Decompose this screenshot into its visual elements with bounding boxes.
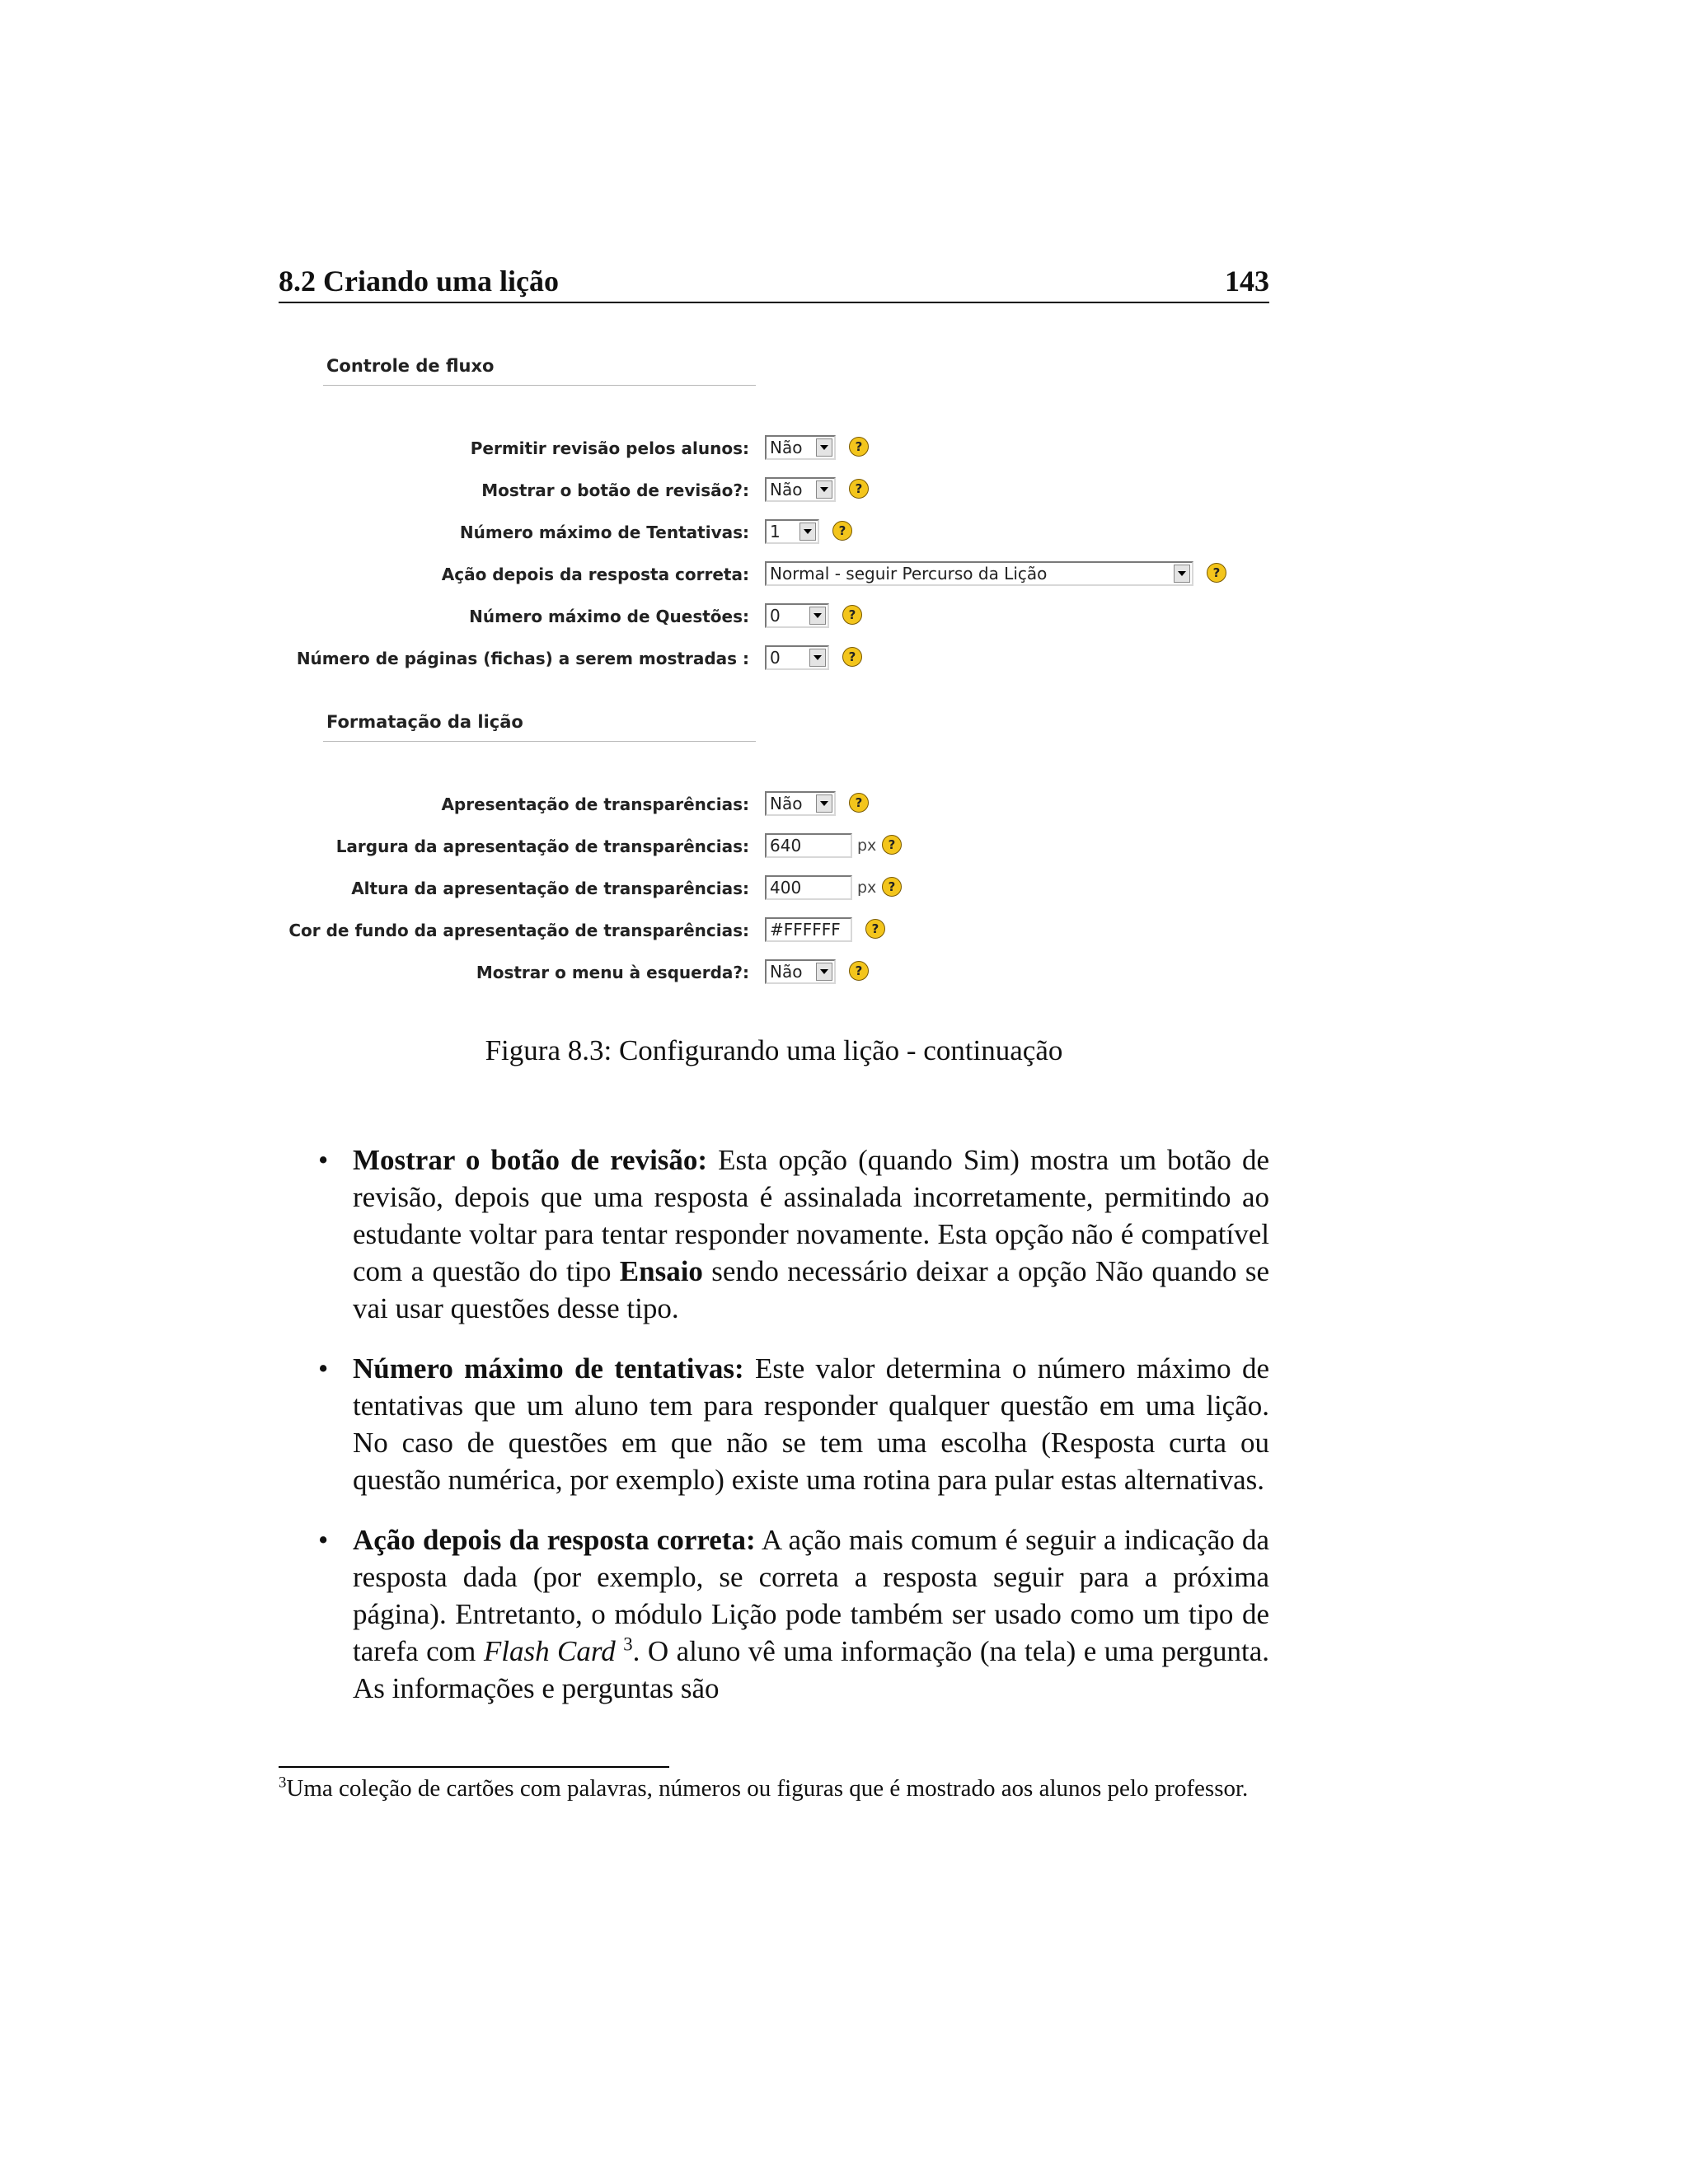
help-icon[interactable]: ? bbox=[865, 919, 885, 939]
field-label: Mostrar o botão de revisão?: bbox=[481, 480, 749, 500]
footnote-text: Uma coleção de cartões com palavras, números ou figuras que é mostrado aos alunos pelo professor. bbox=[286, 1775, 1249, 1802]
show-review-button-select[interactable]: Não bbox=[765, 477, 836, 502]
chevron-down-icon bbox=[1174, 565, 1190, 583]
help-icon[interactable]: ? bbox=[882, 835, 902, 855]
chevron-down-icon bbox=[816, 480, 832, 499]
allow-review-select[interactable]: Não bbox=[765, 435, 836, 460]
lesson-formatting-heading: Formatação da lição bbox=[323, 712, 756, 742]
unit-label: px bbox=[857, 837, 877, 855]
left-menu-select[interactable]: Não bbox=[765, 959, 836, 984]
flow-control-heading: Controle de fluxo bbox=[323, 356, 756, 386]
chevron-down-icon bbox=[809, 607, 826, 625]
help-icon[interactable]: ? bbox=[842, 605, 862, 625]
bullet: • bbox=[318, 1524, 329, 1556]
form-row-slideshow-width bbox=[316, 833, 1231, 863]
bullet: • bbox=[318, 1144, 329, 1176]
slideshow-bgcolor-input[interactable]: #FFFFFF bbox=[765, 917, 852, 942]
figure-caption: Figura 8.3: Configurando uma lição - continuação bbox=[485, 1034, 1063, 1066]
bullet: • bbox=[318, 1352, 329, 1385]
section-title: 8.2 Criando uma lição bbox=[279, 265, 560, 298]
help-icon[interactable]: ? bbox=[849, 793, 869, 813]
term: Mostrar o botão de revisão: bbox=[353, 1144, 708, 1176]
slideshow-select[interactable]: Não bbox=[765, 791, 836, 816]
slideshow-width-input[interactable]: 640 bbox=[765, 833, 852, 858]
field-label: Largura da apresentação de transparências: bbox=[335, 837, 749, 856]
list-item: • Ação depois da resposta correta: A ação mais comum é seguir a indicação da resposta dada (por exemplo, se correta a resposta seguir para a próxima página). Entretanto, o módulo Lição pode também ser usado como um tipo de tarefa com Flash Card $^3$. O aluno vê uma informação (na tela) e uma pergunta. As informações e perguntas são bbox=[279, 1521, 1269, 1707]
slideshow-height-input[interactable]: 400 bbox=[765, 875, 852, 900]
max-attempts-select[interactable]: 1 bbox=[765, 519, 819, 544]
help-icon[interactable]: ? bbox=[842, 647, 862, 667]
chevron-down-icon bbox=[799, 523, 816, 541]
field-label: Altura da apresentação de transparências: bbox=[351, 879, 749, 898]
help-icon[interactable]: ? bbox=[832, 521, 852, 541]
form-row-show-review-button bbox=[316, 477, 1231, 507]
italic-term: Flash Card bbox=[483, 1635, 616, 1667]
help-icon[interactable]: ? bbox=[1207, 563, 1226, 583]
form-figure bbox=[288, 356, 1231, 1007]
max-questions-select[interactable]: 0 bbox=[765, 603, 829, 628]
field-label: Cor de fundo da apresentação de transparências: bbox=[288, 921, 749, 940]
pages-shown-select[interactable]: 0 bbox=[765, 645, 829, 670]
form-row-left-menu bbox=[316, 959, 1231, 989]
running-header bbox=[279, 260, 1269, 303]
chevron-down-icon bbox=[809, 649, 826, 667]
form-row-allow-review bbox=[316, 435, 1231, 465]
form-row-max-questions bbox=[316, 603, 1231, 633]
term-bold: Ensaio bbox=[619, 1255, 703, 1287]
help-icon[interactable]: ? bbox=[882, 877, 902, 897]
form-row-slideshow bbox=[316, 791, 1231, 821]
footnote-rule bbox=[279, 1766, 669, 1768]
form-row-max-attempts bbox=[316, 519, 1231, 549]
chevron-down-icon bbox=[816, 963, 832, 981]
footnote-ref[interactable]: 3 bbox=[623, 1633, 633, 1655]
field-label: Número máximo de Questões: bbox=[469, 607, 749, 626]
form-row-slideshow-height bbox=[316, 875, 1231, 905]
action-after-correct-select[interactable]: Normal - seguir Percurso da Lição bbox=[765, 561, 1193, 586]
field-label: Apresentação de transparências: bbox=[441, 794, 749, 814]
help-icon[interactable]: ? bbox=[849, 437, 869, 457]
form-row-action-after-correct bbox=[316, 561, 1231, 591]
chevron-down-icon bbox=[816, 438, 832, 457]
field-label: Número de páginas (fichas) a serem mostradas : bbox=[296, 649, 749, 668]
field-label: Ação depois da resposta correta: bbox=[441, 565, 749, 584]
term: Ação depois da resposta correta: bbox=[353, 1524, 756, 1556]
field-label: Número máximo de Tentativas: bbox=[459, 523, 749, 542]
page-number: 143 bbox=[1225, 265, 1269, 298]
unit-label: px bbox=[857, 879, 877, 897]
body-list bbox=[279, 1141, 1269, 1730]
list-item: • Número máximo de tentativas: Este valor determina o número máximo de tentativas que um aluno tem para responder qualquer questão em uma lição. No caso de questões em que não se tem uma escolha (Resposta curta ou questão numérica, por exemplo) existe uma rotina para pular estas alternativas. bbox=[279, 1350, 1269, 1498]
list-item: • Mostrar o botão de revisão: Esta opção (quando Sim) mostra um botão de revisão, depois que uma resposta é assinalada incorretamente, permitindo ao estudante voltar para tentar responder novamente. Esta opção não é compatível com a questão do tipo Ensaio sendo necessário deixar a opção Não quando se vai usar questões desse tipo. bbox=[279, 1141, 1269, 1327]
form-row-pages-shown bbox=[296, 645, 1231, 675]
footnote-mark: 3 bbox=[279, 1774, 287, 1792]
help-icon[interactable]: ? bbox=[849, 479, 869, 499]
field-label: Mostrar o menu à esquerda?: bbox=[476, 963, 749, 982]
term: Número máximo de tentativas: bbox=[353, 1352, 744, 1385]
footnote bbox=[279, 1774, 1269, 1804]
help-icon[interactable]: ? bbox=[849, 961, 869, 981]
chevron-down-icon bbox=[816, 794, 832, 813]
form-row-slideshow-bgcolor bbox=[288, 917, 1231, 947]
field-label: Permitir revisão pelos alunos: bbox=[470, 438, 749, 458]
